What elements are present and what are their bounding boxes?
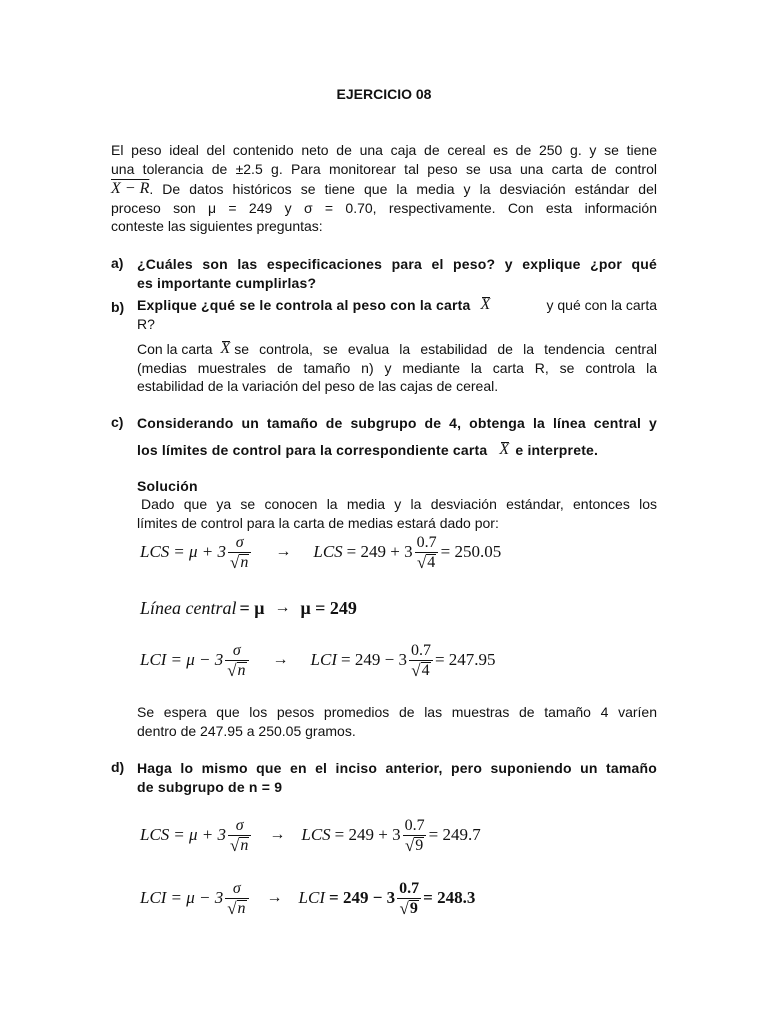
question-c-end: e interprete. [515, 441, 599, 458]
intro-line: una tolerancia de ±2.5 g. Para monitorear tal peso se usa una carta de control [111, 160, 657, 177]
eq-lhs: Línea central [140, 597, 237, 618]
solution-line: Dado que ya se conocen la media y la desviación estándar, entonces los [141, 496, 657, 512]
interpretation-line: dentro de 247.95 a 250.05 gramos. [137, 722, 356, 739]
eq-lhs: LCS [140, 825, 170, 844]
frac-num: σ [232, 879, 241, 897]
item-label-a: a) [111, 255, 124, 271]
frac-num: 0.7 [404, 816, 425, 834]
eq-mid: = μ [239, 597, 265, 618]
arrow-icon: → [266, 889, 283, 906]
question-line: Haga lo mismo que en el inciso anterior, pero suponiendo un tamaño [137, 760, 657, 776]
sqrt-sign: √ [230, 552, 240, 572]
equation-lcs-d [140, 813, 481, 857]
sqrt-arg: 4 [421, 661, 430, 679]
solution-text [137, 495, 657, 532]
sqrt-arg: n [237, 661, 246, 679]
eq-lhs2: LCS [313, 542, 343, 561]
answer-line: (medias muestrales de tamaño n) y mediante la carta R, se controla la [137, 359, 657, 376]
sqrt-sign: √ [230, 835, 240, 855]
question-b [137, 296, 657, 333]
eq-result: = 248.3 [423, 888, 476, 907]
answer-line: estabilidad de la variación del peso de las cajas de cereal. [137, 378, 499, 394]
question-line: Considerando un tamaño de subgrupo de 4, obtenga la línea central y [137, 415, 657, 431]
intro-line: proceso son μ = 249 y σ = 0.70, respectivamente. Con esta información [111, 199, 657, 216]
solution-line: límites de control para la carta de medias estará dado por: [137, 514, 499, 531]
eq-result: = 247.95 [434, 650, 496, 669]
answer-line [137, 340, 657, 359]
sqrt-arg: n [240, 836, 249, 854]
sqrt-sign: √ [227, 898, 237, 918]
sqrt-sign: √ [399, 898, 409, 918]
frac-den [403, 835, 426, 854]
frac-den [228, 552, 251, 571]
eq-mu-part: = μ + 3 [173, 825, 227, 844]
equation-lci-d [140, 876, 475, 920]
arrow-icon: → [269, 826, 286, 843]
eq-lhs: LCS [140, 542, 170, 561]
item-label-c: c) [111, 414, 124, 430]
question-line [137, 441, 657, 460]
page-title: EJERCICIO 08 [336, 86, 432, 102]
fraction [228, 534, 251, 571]
eq-result: = 249.7 [428, 825, 481, 844]
eq-rhs: = 249 − 3 [341, 650, 407, 669]
arrow-icon: → [275, 543, 292, 560]
eq-lhs: LCI [140, 650, 167, 669]
eq-result: = 250.05 [440, 542, 502, 561]
frac-den [409, 660, 432, 679]
arrow-icon: → [272, 651, 289, 668]
interpretation-line: Se espera que los pesos promedios de las muestras de tamaño 4 varíen [137, 704, 657, 720]
fraction [225, 880, 248, 917]
eq-lhs2: LCI [298, 888, 326, 907]
question-line: de subgrupo de n = 9 [137, 778, 283, 795]
sqrt-arg: 9 [409, 899, 418, 917]
sqrt-arg: 4 [427, 553, 436, 571]
equation-lcs-c [140, 530, 501, 574]
question-c-part: los límites de control para la correspondiente carta [137, 441, 488, 458]
question-line: R? [137, 315, 155, 332]
frac-den [225, 898, 248, 917]
eq-rhs: = 249 + 3 [334, 825, 401, 844]
fraction [403, 817, 427, 854]
intro-line: El peso ideal del contenido neto de una caja de cereal es de 250 g. y se tiene [111, 142, 657, 158]
intro-line [111, 180, 657, 199]
eq-lhs2: LCI [310, 650, 338, 669]
frac-num: σ [235, 816, 244, 834]
question-line [137, 296, 657, 315]
eq-lhs2: LCS [301, 825, 331, 844]
eq-mu-part: = μ − 3 [170, 650, 224, 669]
fraction [228, 817, 251, 854]
answer-b-rest: se controla, se evalua la estabilidad de la tendencia central [234, 341, 657, 357]
frac-den [228, 835, 251, 854]
chart-symbol-xbar-r: X − R [111, 180, 150, 197]
fraction [397, 880, 421, 917]
answer-b-start: Con la carta [137, 341, 213, 357]
eq-rhs: μ = 249 [300, 597, 357, 618]
item-label-d: d) [111, 759, 125, 775]
equation-lci-c [140, 638, 496, 682]
sqrt-arg: n [237, 899, 246, 917]
frac-num: 0.7 [399, 879, 420, 897]
sqrt-sign: √ [404, 835, 415, 855]
question-b-bold: Explique ¿qué se le controla al peso con la carta [137, 297, 471, 313]
frac-den [415, 552, 438, 571]
question-d [137, 759, 657, 796]
sqrt-sign: √ [416, 552, 427, 572]
arrow-icon: → [274, 599, 291, 616]
sqrt-sign: √ [227, 660, 237, 680]
frac-num: σ [232, 641, 241, 659]
fraction [409, 642, 433, 679]
question-line: es importante cumplirlas? [137, 274, 317, 291]
interpretation-text [137, 703, 657, 740]
sqrt-arg: n [240, 553, 249, 571]
xbar-symbol: X [499, 440, 510, 458]
fraction [415, 534, 439, 571]
eq-lhs: LCI [140, 888, 167, 907]
intro-line-rest: . De datos históricos se tiene que la media y la desviación estándar del [149, 181, 657, 197]
frac-den [225, 660, 248, 679]
eq-rhs: = 249 − 3 [329, 888, 396, 907]
question-a [137, 255, 657, 292]
frac-den [397, 898, 420, 917]
question-b-rest: y qué con la carta [546, 297, 657, 313]
sqrt-sign: √ [411, 660, 421, 680]
answer-b [137, 340, 657, 396]
sqrt-arg: 9 [415, 836, 424, 854]
eq-mu-part: = μ + 3 [173, 542, 227, 561]
frac-num: 0.7 [410, 641, 431, 659]
question-line: ¿Cuáles son las especificaciones para el peso? y explique ¿por qué [137, 256, 657, 272]
item-label-b: b) [111, 299, 125, 315]
eq-mu-part: = μ − 3 [170, 888, 224, 907]
solution-title: Solución [137, 478, 198, 494]
xbar-symbol: X [480, 296, 491, 313]
frac-num: 0.7 [416, 533, 437, 551]
frac-num: σ [235, 533, 244, 551]
question-c [137, 414, 657, 459]
intro-line: conteste las siguientes preguntas: [111, 218, 323, 234]
intro-paragraph [111, 141, 657, 236]
xbar-symbol: X [220, 340, 231, 357]
fraction [225, 642, 248, 679]
equation-center-line [140, 586, 357, 630]
eq-rhs: = 249 + 3 [346, 542, 413, 561]
